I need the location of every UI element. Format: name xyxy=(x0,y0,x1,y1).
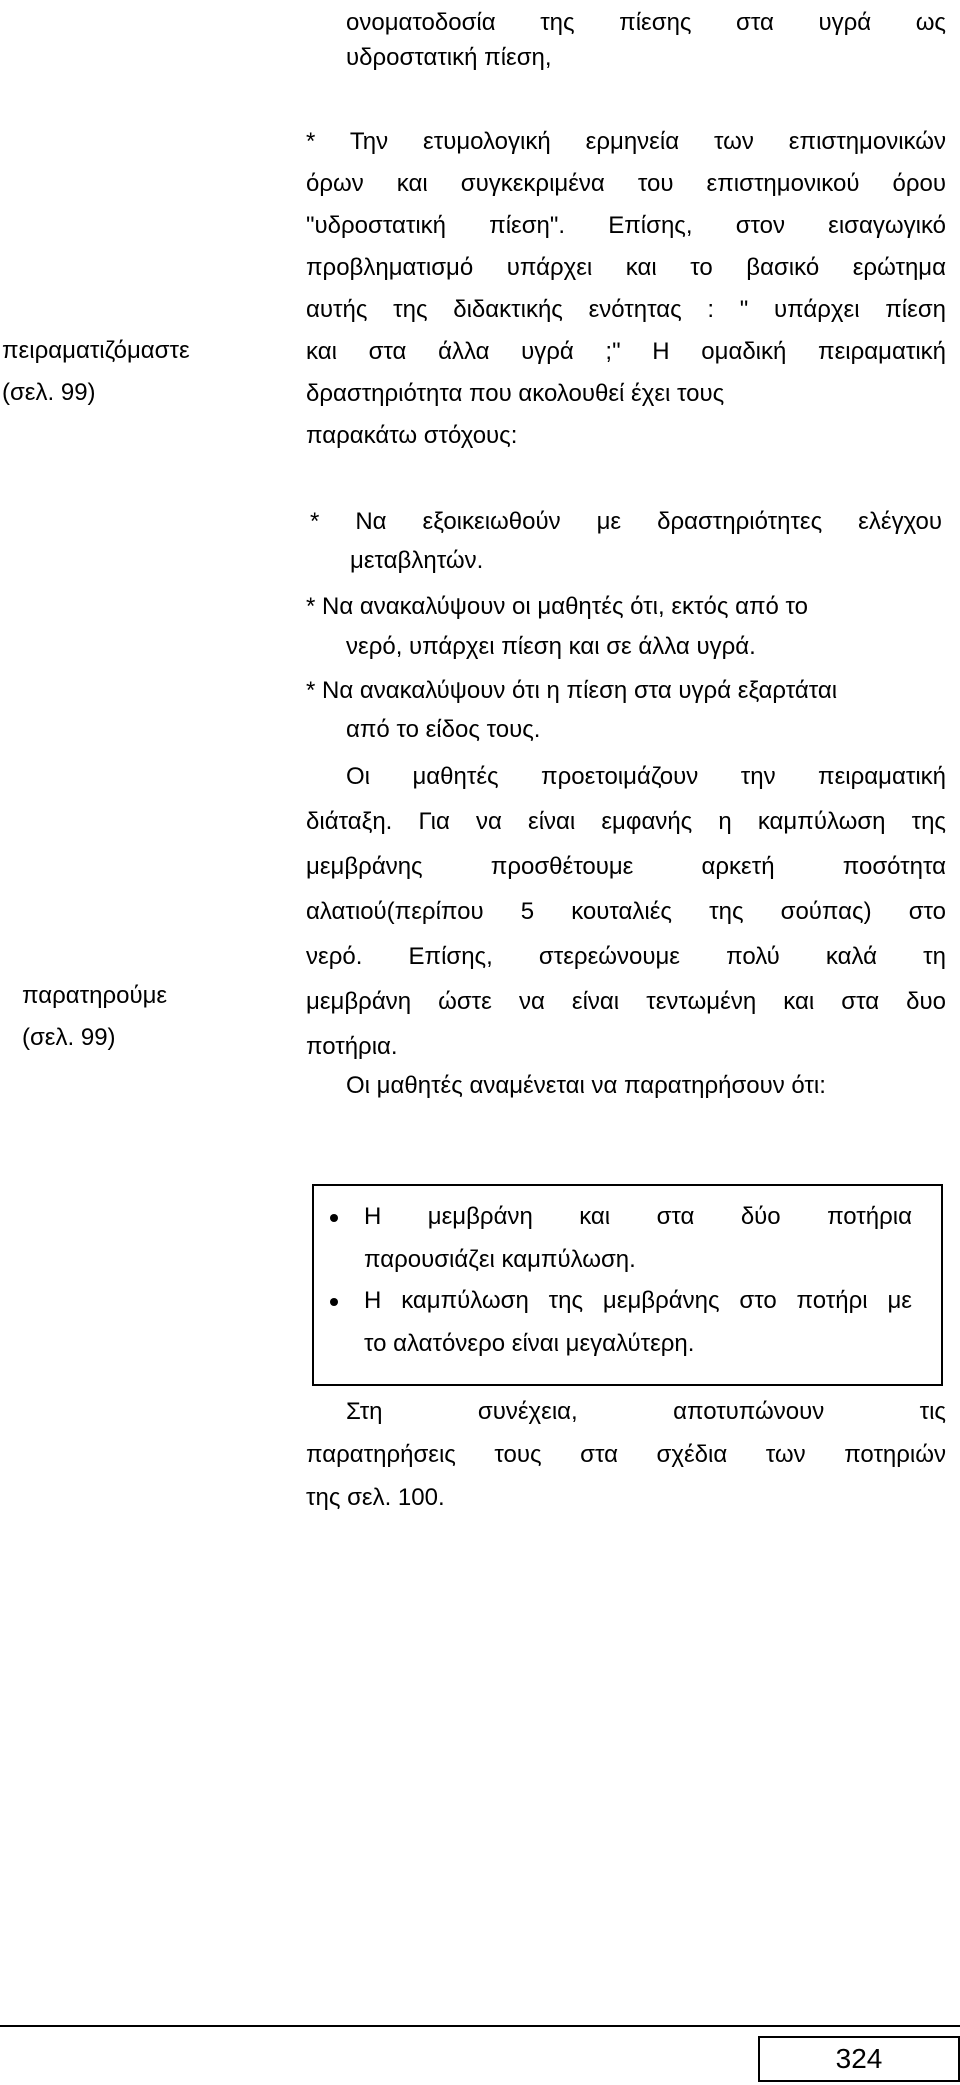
bullet-line-cont: το αλατόνερο είναι μεγαλύτερη. xyxy=(364,1330,695,1357)
paragraph-line: αυτής της διδακτικής ενότητας : " υπάρχει πίεση xyxy=(306,296,946,323)
goal-line: * Να ανακαλύψουν ότι η πίεση στα υγρά εξαρτάται xyxy=(306,677,838,704)
paragraph-line: διάταξη. Για να είναι εμφανής η καμπύλωση της xyxy=(306,808,946,835)
page-number: 324 xyxy=(758,2036,960,2082)
paragraph-line: * Την ετυμολογική ερμηνεία των επιστημονικών xyxy=(306,128,946,155)
top-continuation-line-1: ονοματοδοσία της πίεσης στα υγρά ως xyxy=(346,9,946,36)
paragraph-line: και στα άλλα υγρά ;" Η ομαδική πειραματική xyxy=(306,338,946,365)
bullet-line-cont: παρουσιάζει καμπύλωση. xyxy=(364,1246,636,1273)
side-label-page-ref: (σελ. 99) xyxy=(22,1024,116,1051)
goal-line: * Να ανακαλύψουν οι μαθητές ότι, εκτός από το xyxy=(306,593,809,620)
paragraph-line: παρακάτω στόχους: xyxy=(306,422,518,449)
paragraph-line: μεμβράνης προσθέτουμε αρκετή ποσότητα xyxy=(306,853,946,880)
paragraph-line: μεμβράνη ώστε να είναι τεντωμένη και στα δυο xyxy=(306,988,946,1015)
side-label-title: παρατηρούμε xyxy=(22,982,168,1009)
paragraph-line: "υδροστατική πίεση". Επίσης, στον εισαγωγικό xyxy=(306,212,946,239)
goal-line-cont: από το είδος τους. xyxy=(346,716,541,743)
footer-rule xyxy=(0,2025,960,2027)
bullet-icon xyxy=(330,1214,338,1222)
paragraph-line: ποτήρια. xyxy=(306,1033,398,1060)
bullet-line: Η μεμβράνη και στα δύο ποτήρια xyxy=(364,1203,912,1230)
paragraph-line: παρατηρήσεις τους στα σχέδια των ποτηριών xyxy=(306,1441,946,1468)
goal-line-cont: μεταβλητών. xyxy=(350,547,484,574)
goal-line-cont: νερό, υπάρχει πίεση και σε άλλα υγρά. xyxy=(346,633,756,660)
observations-box xyxy=(312,1184,943,1386)
paragraph-line: δραστηριότητα που ακολουθεί έχει τους xyxy=(306,380,725,407)
bullet-line: Η καμπύλωση της μεμβράνης στο ποτήρι με xyxy=(364,1287,912,1314)
goal-line: * Να εξοικειωθούν με δραστηριότητες ελέγχου xyxy=(310,508,942,535)
side-label-observe xyxy=(22,975,167,1059)
expect-line: Οι μαθητές αναμένεται να παρατηρήσουν ότι: xyxy=(346,1072,826,1099)
paragraph-line: προβληματισμό υπάρχει και το βασικό ερώτημα xyxy=(306,254,946,281)
paragraph-line: Οι μαθητές προετοιμάζουν την πειραματική xyxy=(346,763,946,790)
side-label-title: πειραματιζόμαστε xyxy=(2,337,190,364)
paragraph-line: αλατιού(περίπου 5 κουταλιές της σούπας) στο xyxy=(306,898,946,925)
bullet-icon xyxy=(330,1298,338,1306)
top-continuation-line-2: υδροστατική πίεση, xyxy=(346,44,552,71)
side-label-page-ref: (σελ. 99) xyxy=(2,379,96,406)
side-label-experiment xyxy=(2,330,190,414)
paragraph-line: Στη συνέχεια, αποτυπώνουν τις xyxy=(346,1398,946,1425)
paragraph-line: νερό. Επίσης, στερεώνουμε πολύ καλά τη xyxy=(306,943,946,970)
paragraph-line: της σελ. 100. xyxy=(306,1484,445,1511)
paragraph-line: όρων και συγκεκριμένα του επιστημονικού όρου xyxy=(306,170,946,197)
